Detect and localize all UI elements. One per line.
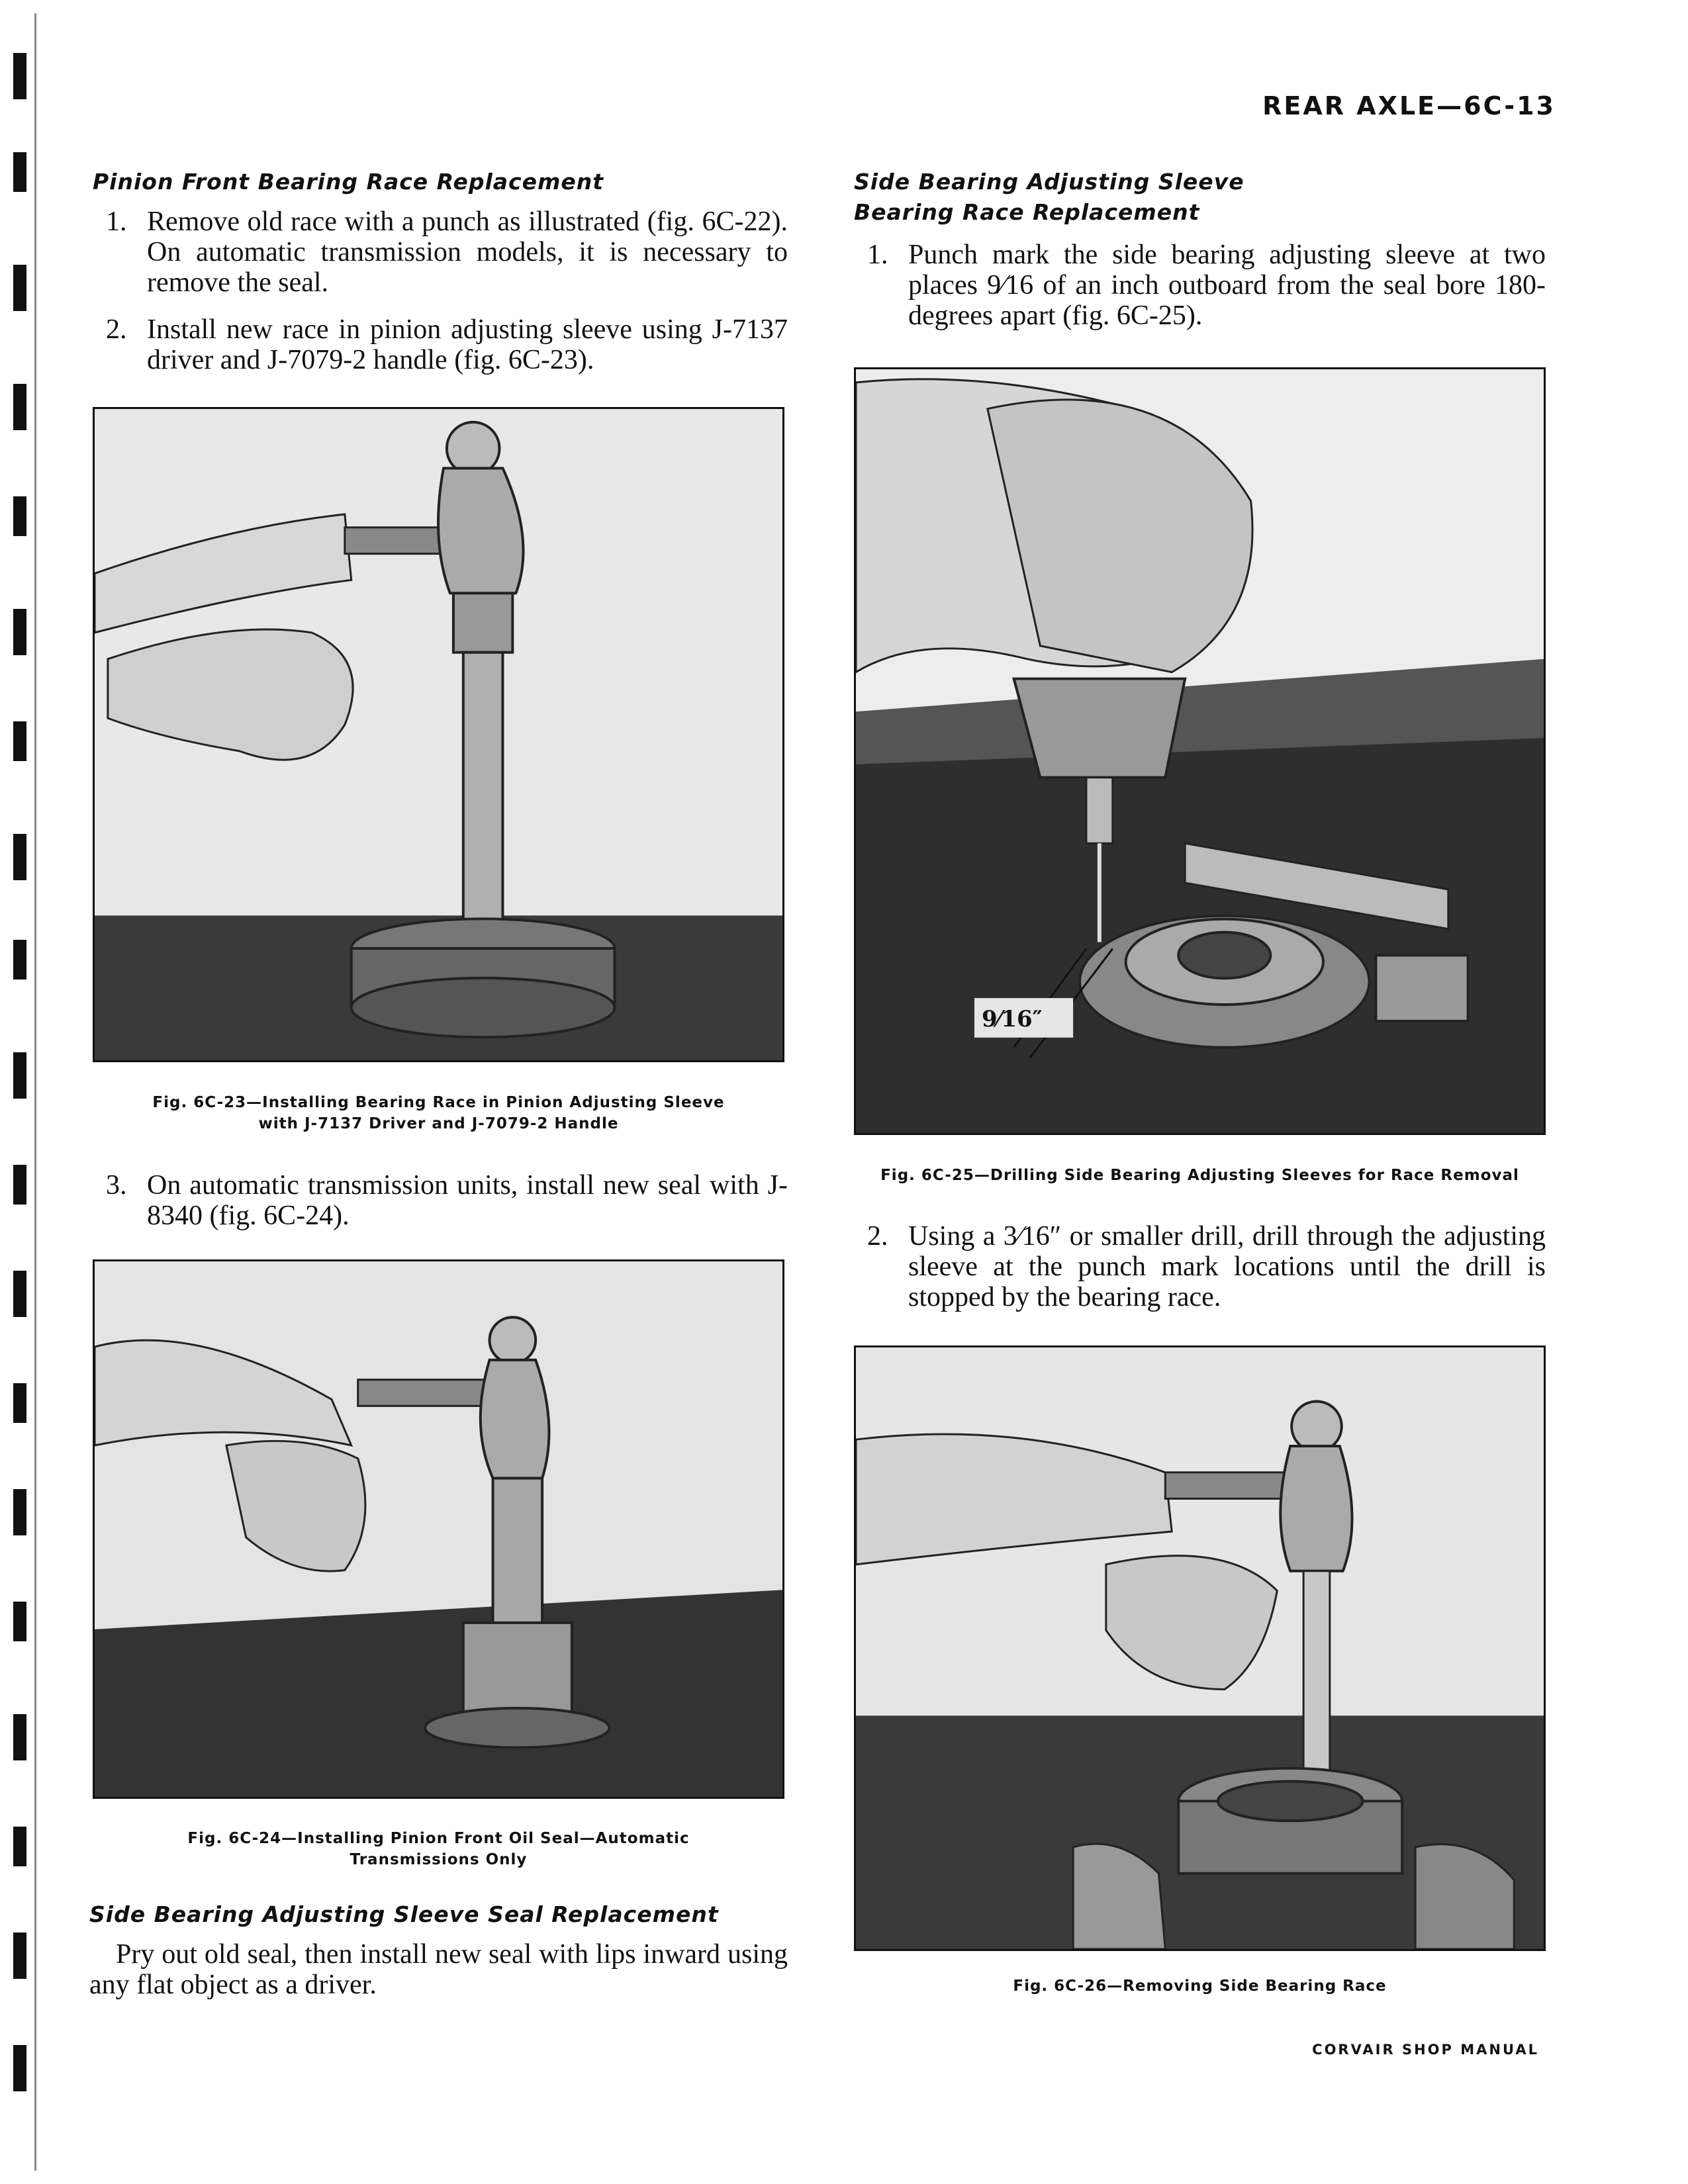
item-number: 1. bbox=[106, 206, 127, 237]
section-heading-seal-replacement: Side Bearing Adjusting Sleeve Seal Replacement bbox=[89, 1901, 719, 1927]
item-text: Using a 3⁄16″ or smaller drill, drill through the adjusting sleeve at the punch mark locations until the drill is stopped by the bearing race. bbox=[908, 1221, 1546, 1312]
item-text: On automatic transmission units, install new seal with J-8340 (fig. 6C-24). bbox=[147, 1170, 788, 1231]
footer-manual-name: CORVAIR SHOP MANUAL bbox=[1312, 2042, 1539, 2058]
section-heading-pinion-race: Pinion Front Bearing Race Replacement bbox=[93, 169, 604, 195]
item-number: 3. bbox=[106, 1170, 127, 1201]
figure-6c-24-photo bbox=[93, 1259, 784, 1799]
item-text: Punch mark the side bearing adjusting sleeve at two places 9⁄16 of an inch outboard from the seal bore 180-degrees apart (fig. 6C-25). bbox=[908, 240, 1546, 331]
figure-caption: Fig. 6C-24—Installing Pinion Front Oil Seal—Automatic Transmissions Only bbox=[187, 1830, 690, 1868]
binding-edge bbox=[0, 0, 46, 2184]
section-heading-side-bearing-race: Side Bearing Adjusting Sleeve Bearing Race Replacement bbox=[854, 169, 1244, 225]
figure-6c-26-photo bbox=[854, 1345, 1546, 1951]
figure-caption: Fig. 6C-26—Removing Side Bearing Race bbox=[1013, 1978, 1387, 1995]
figure-6c-25-photo bbox=[854, 367, 1546, 1135]
figure-caption: Fig. 6C-25—Drilling Side Bearing Adjusting Sleeves for Race Removal bbox=[880, 1167, 1519, 1184]
figure-dimension-label: 9⁄16″ bbox=[982, 1006, 1043, 1032]
item-number: 1. bbox=[867, 240, 888, 270]
figure-6c-23-photo bbox=[93, 407, 784, 1062]
item-text: Remove old race with a punch as illustrated (fig. 6C-22). On automatic transmission models, it is necessary to remove the seal. bbox=[147, 206, 788, 298]
item-number: 2. bbox=[106, 314, 127, 345]
item-text: Install new race in pinion adjusting sleeve using J-7137 driver and J-7079-2 handle (fig. 6C-23). bbox=[147, 314, 788, 375]
page-title: REAR AXLE—6C-13 bbox=[1262, 91, 1556, 120]
figure-caption: Fig. 6C-23—Installing Bearing Race in Pinion Adjusting Sleeve with J-7137 Driver and J-7079-2 Handle bbox=[152, 1094, 725, 1132]
paragraph: Pry out old seal, then install new seal with lips inward using any flat object as a driver. bbox=[89, 1939, 788, 2000]
item-number: 2. bbox=[867, 1221, 888, 1251]
